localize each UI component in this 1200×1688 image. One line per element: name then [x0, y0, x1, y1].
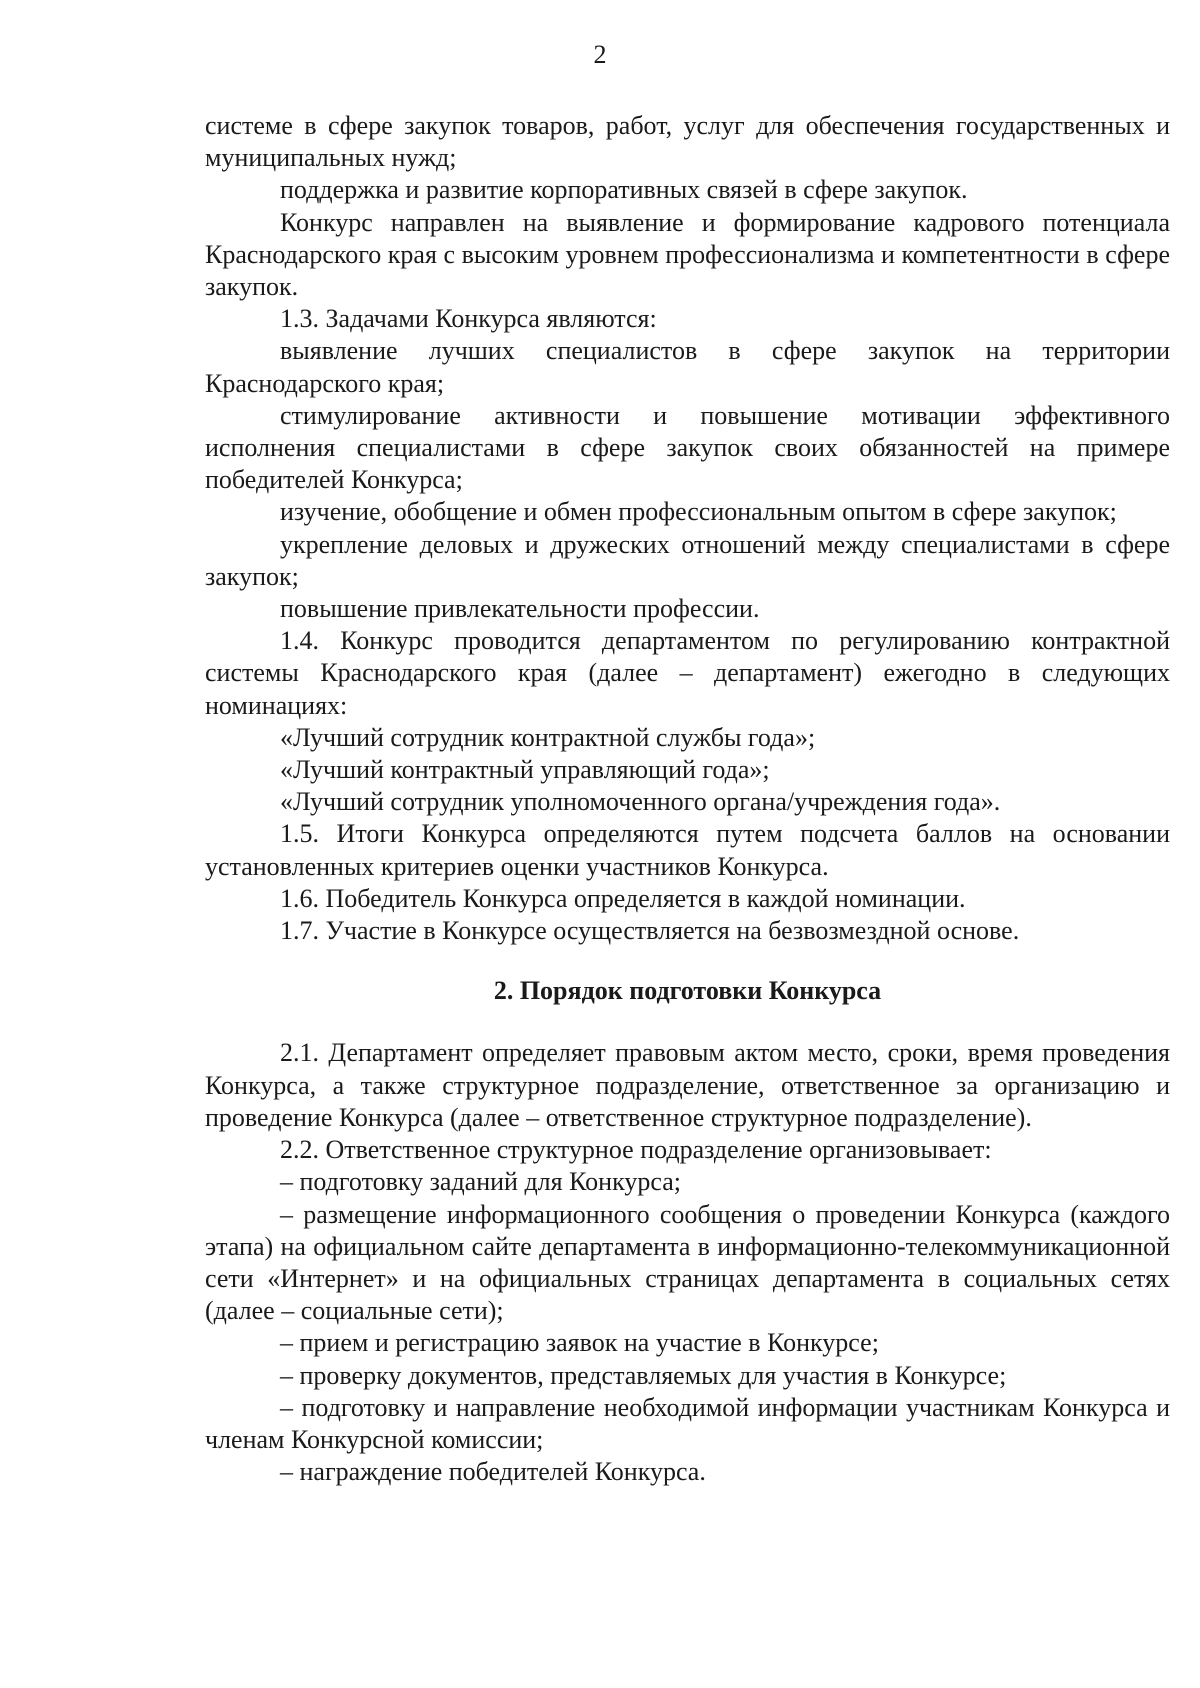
section-heading: 2. Порядок подготовки Конкурса [493, 976, 882, 1006]
paragraph: повышение привлекательности профессии. [280, 594, 760, 624]
list-item: – подготовку заданий для Конкурса; [280, 1167, 681, 1197]
paragraph: выявление лучших специалистов в сфере закупок на территории Краснодарского края; [205, 336, 1170, 398]
page-number: 2 [593, 40, 607, 69]
list-item: – награждение победителей Конкурса. [280, 1457, 706, 1487]
paragraph: 1.4. Конкурс проводится департаментом по регулированию контрактной системы Краснодарского края (далее – департамент) ежегодно в следующих номинациях: [205, 626, 1170, 720]
paragraph: 1.5. Итоги Конкурса определяются путем подсчета баллов на основании установленных критериев оценки участников Конкурса. [205, 819, 1170, 881]
paragraph: «Лучший сотрудник уполномоченного органа/учреждения года». [280, 787, 1001, 817]
paragraph: стимулирование активности и повышение мотивации эффективного исполнения специалистами в сфере закупок своих обязанностей на примере победителей Конкурса; [205, 400, 1170, 495]
paragraph: 2.1. Департамент определяет правовым актом место, сроки, время проведения Конкурса, а также структурное подразделение, ответственное за организацию и проведение Конкурса (далее – ответственное структурное подразделение). [205, 1038, 1170, 1132]
document-body [205, 110, 1170, 1488]
paragraph: 1.7. Участие в Конкурсе осуществляется на безвозмездной основе. [280, 916, 1020, 946]
paragraph: изучение, обобщение и обмен профессиональным опытом в сфере закупок; [280, 497, 1117, 527]
paragraph: поддержка и развитие корпоративных связей в сфере закупок. [280, 175, 968, 205]
paragraph: 2.2. Ответственное структурное подразделение организовывает: [280, 1135, 992, 1165]
list-item: – подготовку и направление необходимой информации участникам Конкурса и членам Конкурсной комиссии; [205, 1392, 1170, 1454]
paragraph: «Лучший сотрудник контрактной службы года»; [280, 722, 816, 752]
paragraph: 1.3. Задачами Конкурса являются: [280, 304, 657, 334]
paragraph: Конкурс направлен на выявление и формирование кадрового потенциала Краснодарского края с высоким уровнем профессионализма и компетентности в сфере закупок. [205, 207, 1170, 302]
paragraph: системе в сфере закупок товаров, работ, услуг для обеспечения государственных и муниципальных нужд; [205, 111, 1170, 173]
paragraph: 1.6. Победитель Конкурса определяется в каждой номинации. [280, 883, 966, 913]
list-item: – прием и регистрацию заявок на участие в Конкурсе; [280, 1328, 879, 1358]
list-item: – проверку документов, представляемых для участия в Конкурсе; [280, 1360, 1007, 1390]
list-item: – размещение информационного сообщения о проведении Конкурса (каждого этапа) на официальном сайте департамента в информационно-телекоммуникационной сети «Интернет» и на официальных страницах департамента в социальных сетях (далее – социальные сети); [205, 1199, 1170, 1326]
paragraph: «Лучший контрактный управляющий года»; [280, 755, 770, 785]
paragraph: укрепление деловых и дружеских отношений между специалистами в сфере закупок; [205, 529, 1170, 591]
